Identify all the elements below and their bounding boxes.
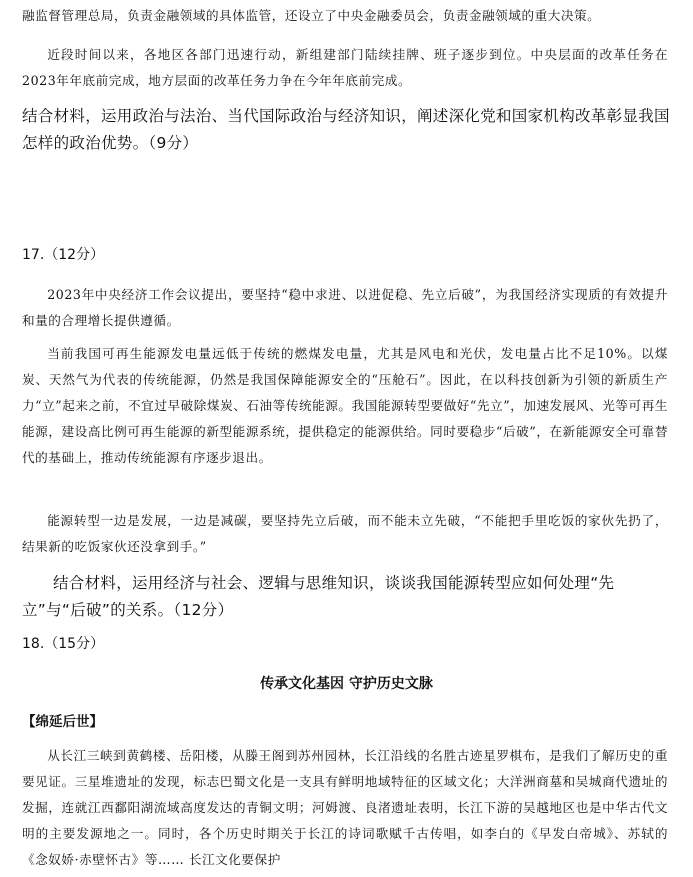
question-16-prompt: 结合材料，运用政治与法治、当代国际政治与经济知识，阐述深化党和国家机构改革彰显我国怎样的政治优势。（9分） — [22, 107, 670, 152]
question-18-title: 传承文化基因 守护历史文脉 — [260, 676, 433, 692]
material-paragraph: 近段时间以来，各地区各部门迅速行动，新组建部门陆续挂牌、班子逐步到位。中央层面的改革任务在2023年年底前完成，地方层面的改革任务力争在今年年底前完成。 — [22, 47, 668, 88]
question-18-material-1: 从长江三峡到黄鹤楼、岳阳楼，从滕王阁到苏州园林，长江沿线的名胜古迹星罗棋布，是我们了解历史的重要见证。三星堆遗址的发现，标志巴蜀文化是一支具有鲜明地域特征的区域文化；大洋洲商墓和吴城商代遗址的发掘，连就江西鄱阳湖流域高度发达的青铜文明；河姆渡、良渚遗址表明，长江下游的吴越地区也是中华古代文明的主要发源地之一。同时，各个历史时期关于长江的诗词歌赋千古传唱，如李白的《早发白帝城》、苏轼的《念奴娇·赤壁怀古》等…… 长江文化要保护 — [22, 748, 668, 867]
question-17-material-1: 2023年中央经济工作会议提出，要坚持“稳中求进、以进促稳、先立后破”，为我国经济实现质的有效提升和量的合理增长提供遵循。 — [22, 287, 668, 328]
question-17-number: 17.（12分） — [22, 247, 105, 263]
question-17-prompt: 结合材料，运用经济与社会、逻辑与思维知识，谈谈我国能源转型应如何处理“先立”与“后破”的关系。（12分） — [22, 574, 615, 619]
question-18-number: 18.（15分） — [22, 636, 105, 652]
question-17-material-3: 能源转型一边是发展，一边是减碳，要坚持先立后破，而不能未立先破，“不能把手里吃饭的家伙先扔了，结果新的吃饭家伙还没拿到手。” — [22, 513, 668, 554]
material-line: 融监督管理总局，负责金融领域的具体监管，还设立了中央金融委员会，负责金融领域的重大决策。 — [22, 8, 601, 23]
question-18-section-heading: 【绵延后世】 — [22, 714, 103, 730]
question-17-material-2: 当前我国可再生能源发电量远低于传统的燃煤发电量，尤其是风电和光伏，发电量占比不足10%。以煤炭、天然气为代表的传统能源，仍然是我国保障能源安全的“压舱石”。因此，在以科技创新为引领的新质生产力“立”起来之前，不宜过早破除煤炭、石油等传统能源。我国能源转型要做好“先立”，加速发展风、光等可再生能源，建设高比例可再生能源的新型能源系统，提供稳定的能源供给。同时要稳步“后破”，在新能源安全可靠替代的基础上，推动传统能源有序逐步退出。 — [22, 346, 668, 465]
